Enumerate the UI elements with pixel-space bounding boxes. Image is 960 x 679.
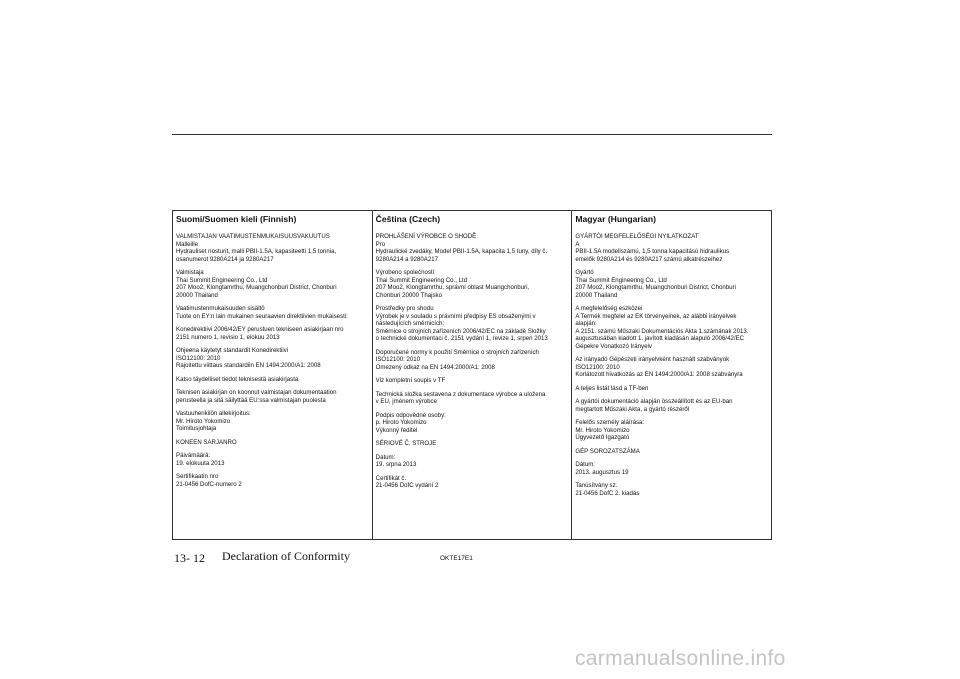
text-line: Gyártó bbox=[575, 269, 594, 276]
text-line: Certifikát č. bbox=[375, 474, 407, 482]
text-block bbox=[176, 452, 370, 467]
text-line: 21-0456 DofC-numero 2 bbox=[176, 480, 242, 488]
text-line: Felelős személy aláírása: bbox=[575, 419, 645, 426]
text-line: Päivämäärä: bbox=[176, 452, 211, 459]
text-block bbox=[176, 233, 370, 263]
text-line: 2151 numero 1, revisio 1, elokuu 2013 bbox=[176, 333, 280, 341]
text-block bbox=[376, 440, 570, 448]
text-line: Katso täydelliset tiedot teknisestä asiakirjasta bbox=[176, 375, 299, 383]
text-line: ISO12100: 2010 bbox=[176, 354, 221, 362]
text-line: Gépekre Vonatkozó Irányelv bbox=[575, 342, 652, 350]
text-line: 207 Moo2, Klongtamrthu, Muangchonburi District, Chonburi bbox=[575, 284, 736, 291]
text-block bbox=[176, 326, 370, 341]
text-block bbox=[176, 269, 370, 299]
text-line: Tuote on EY:n lain mukainen seuraavien direktiivien mukaisesti: bbox=[176, 312, 348, 320]
column-title: Magyar (Hungarian) bbox=[575, 214, 657, 224]
text-block bbox=[575, 448, 769, 456]
text-block bbox=[376, 475, 570, 490]
text-line: 21-0456 DofC vydání 2 bbox=[375, 482, 439, 489]
text-line: Thai Summit Engineering Co., Ltd bbox=[176, 276, 268, 284]
text-line: Teknisen asiakirjan on koonnut valmistajan dokumentaation bbox=[176, 389, 337, 396]
text-line: Malleille bbox=[176, 240, 199, 248]
text-line: 207 Moo2, Klongtamrthu, správní oblast Muangchonburi, bbox=[375, 284, 530, 291]
text-line: p. Hiroto Yokomizo bbox=[375, 419, 427, 426]
page-number: 13- 12 bbox=[174, 551, 205, 565]
text-block bbox=[376, 391, 570, 406]
text-line: A bbox=[575, 240, 580, 248]
text-block bbox=[575, 482, 769, 497]
text-line: A teljes listát lásd a TF-ben bbox=[575, 384, 649, 392]
text-line: ISO12100: 2010 bbox=[575, 363, 620, 371]
text-line: Technická složka sestavena z dokumentace výrobce a uložena bbox=[375, 390, 546, 398]
text-line: A 2151. számú Műszaki Dokumentációs Akta 1.számának 2013. bbox=[575, 327, 749, 335]
text-line: Thai Summit Engineering Co., Ltd bbox=[375, 276, 468, 284]
text-line: SÉRIOVÉ Č. STROJE bbox=[375, 440, 437, 447]
text-line: Toimitusjohtaja bbox=[176, 425, 217, 432]
text-line: emelők 9280A214 és 9280A217 számú alkatrészeihez bbox=[575, 255, 723, 263]
text-line: 2013. augusztus 19 bbox=[575, 468, 629, 476]
text-block bbox=[376, 269, 570, 299]
text-line: Tanúsítvány sz. bbox=[575, 482, 618, 489]
text-line: Hydraulické zvedáky, Model PBII-1.5A, kapacita 1,5 tuny, díly č. bbox=[375, 248, 548, 255]
text-line: Mr. Hiroto Yokomizo bbox=[575, 426, 630, 434]
text-line: Vastuuhenkilön allekirjoitus: bbox=[176, 410, 251, 417]
text-line: Rajoitettu viittaus standardiin EN 1494:2000/A1: 2008 bbox=[176, 362, 321, 369]
text-line: Thai Summit Engineering Co., Ltd bbox=[575, 276, 667, 284]
text-line: Az irányadó Gépészeti irányelvként használt szabványok bbox=[575, 356, 730, 363]
text-block bbox=[575, 356, 769, 379]
text-block bbox=[176, 305, 370, 320]
section-title: Declaration of Conformity bbox=[222, 549, 350, 563]
text-block bbox=[575, 461, 769, 476]
text-block bbox=[376, 305, 570, 343]
text-line: Valmistaja bbox=[176, 269, 204, 276]
text-line: Sertifikaatin nro bbox=[176, 473, 219, 480]
text-line: Dátum: bbox=[575, 461, 595, 468]
text-line: 20000 Thailand bbox=[176, 291, 218, 299]
language-column bbox=[372, 211, 572, 539]
text-block bbox=[176, 389, 370, 404]
text-line: 20000 Thailand bbox=[575, 291, 618, 299]
text-block bbox=[376, 349, 570, 372]
text-line: osanumerot 9280A214 ja 9280A217 bbox=[176, 255, 274, 263]
text-line: 9280A214 a 9280A217 bbox=[375, 255, 439, 263]
text-line: ISO12100: 2010 bbox=[375, 356, 421, 363]
text-line: Chonburi 20000 Thajsko bbox=[375, 291, 442, 299]
text-line: A Termék megfelel az EK törvényeinek, az alábbi irányelvek bbox=[575, 312, 737, 320]
watermark: carmanualsonline.info bbox=[575, 647, 786, 670]
text-line: PBII-1.5A modellszámú, 1,5 tonna kapacitású hidraulikus bbox=[575, 248, 730, 255]
text-line: Podpis odpovědné osoby: bbox=[375, 411, 446, 419]
top-rule bbox=[172, 134, 772, 135]
text-line: VALMISTAJAN VAATIMUSTENMUKAISUUSVAKUUTUS bbox=[176, 233, 330, 240]
column-title: Suomi/Suomen kieli (Finnish) bbox=[176, 214, 297, 224]
text-line: Vaatimustenmukaisuuden sisältö bbox=[176, 305, 265, 312]
text-block bbox=[575, 398, 769, 413]
text-line: Výrobeno společností bbox=[375, 269, 435, 276]
text-line: 207 Moo2, Klongtamrthu, Muangchonburi District, Chonburi bbox=[176, 284, 337, 291]
document-code: OKTE17E1 bbox=[440, 555, 473, 562]
text-line: Mr. Hiroto Yokomizo bbox=[176, 417, 231, 425]
text-block bbox=[575, 305, 769, 350]
text-line: Hydrauliset nosturit, malli PBII-1.5A, kapasiteetti 1,5 tonnia, bbox=[176, 248, 337, 255]
text-block bbox=[176, 347, 370, 370]
text-block bbox=[376, 454, 570, 469]
text-line: Omezený odkaz na EN 1494:2000/A1: 2008 bbox=[375, 363, 495, 371]
text-line: Směrnice o strojních zařízeních 2006/42/EC na základě Složky bbox=[375, 327, 546, 335]
text-block bbox=[176, 439, 370, 447]
text-line: o technické dokumentaci č. 2151 vydání 1, revize 1, srpen 2013 bbox=[375, 335, 548, 342]
text-line: Korlátozott hivatkozás az EN 1494:2000/A1: 2008 szabványra bbox=[575, 371, 743, 378]
text-line: Doporučené normy k použití Směrnice o strojních zařízeních bbox=[375, 348, 539, 356]
text-line: v EU, jménem výrobce bbox=[375, 398, 437, 405]
text-line: A gyártói dokumentáció alapján összeállított és az EU-ban bbox=[575, 398, 733, 405]
text-block bbox=[376, 377, 570, 385]
text-block bbox=[376, 412, 570, 435]
text-line: perusteella ja sitä säilyttää EU:ssa valmistajan puolesta bbox=[176, 396, 326, 404]
text-block bbox=[575, 233, 769, 263]
text-block bbox=[176, 376, 370, 384]
text-line: alapján: bbox=[575, 320, 597, 327]
text-line: 19. elokuuta 2013 bbox=[176, 459, 225, 467]
text-line: A megfelelőség eszközei bbox=[575, 305, 643, 312]
column-title: Čeština (Czech) bbox=[375, 214, 441, 224]
text-block bbox=[575, 269, 769, 299]
language-column bbox=[571, 211, 771, 539]
text-line: Konedirektiivi 2006/42/EY perustuen tekniseen asiakirjaan nro bbox=[176, 326, 344, 333]
declaration-table bbox=[172, 210, 772, 540]
text-line: následujících směrnicích: bbox=[375, 320, 445, 327]
text-block bbox=[176, 473, 370, 488]
text-line: Pro bbox=[375, 240, 386, 248]
text-line: Výkonný ředitel bbox=[375, 426, 418, 434]
text-line: Prostředky pro shodu bbox=[375, 305, 434, 312]
text-line: Ohjeena käytetyt standardit Konedirektiivi bbox=[176, 347, 289, 354]
text-block bbox=[376, 233, 570, 263]
text-line: 19. srpna 2013 bbox=[375, 461, 417, 468]
text-line: GYÁRTÓI MEGFELELŐSÉGI NYILATKOZAT bbox=[575, 233, 699, 240]
text-line: augusztusában kiadott 1. javított kiadásán alapuló 2006/42/EC bbox=[575, 335, 745, 342]
text-line: Výrobek je v souladu s právními předpisy ES obsaženými v bbox=[375, 312, 536, 320]
text-line: 21-0456 DofC 2. kiadás bbox=[575, 489, 640, 497]
text-line: Viz kompletní soupis v TF bbox=[375, 377, 446, 384]
text-block bbox=[176, 410, 370, 433]
text-block bbox=[575, 419, 769, 442]
text-line: Ügyvezető Igazgató bbox=[575, 434, 630, 441]
language-column bbox=[173, 211, 372, 539]
text-line: PROHLÁŠENÍ VÝROBCE O SHODĚ bbox=[375, 233, 477, 240]
text-line: megtartott Műszaki Akta, a gyártó részéről bbox=[575, 405, 690, 413]
text-line: GÉP SOROZATSZÁMA bbox=[575, 447, 640, 455]
text-line: KONEEN SARJANRO bbox=[176, 438, 237, 446]
text-line: Datum: bbox=[375, 453, 396, 461]
text-block bbox=[575, 385, 769, 393]
